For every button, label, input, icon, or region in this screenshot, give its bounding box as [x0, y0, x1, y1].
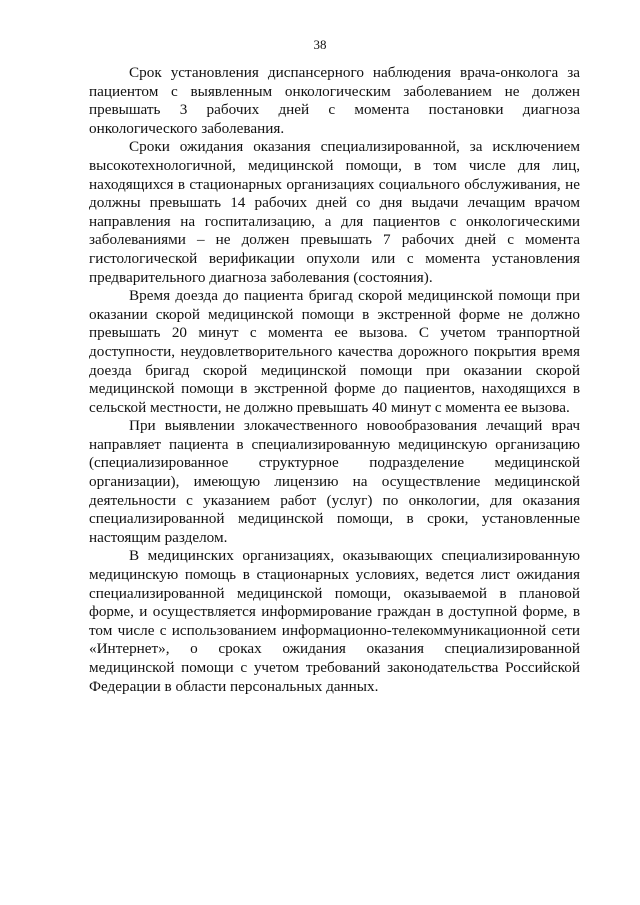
paragraph-oncology-observation-deadline: Срок установления диспансерного наблюдения врача-онколога за пациентом с выявленным онкологическим заболеванием не должен превышать 3 рабочих дней с момента постановки диагноза онкологического заболевания.	[89, 64, 580, 137]
paragraph-specialized-care-waiting-time: Сроки ожидания оказания специализированной, за исключением высокотехнологичной, медицинской помощи, в том числе для лиц, находящихся в стационарных организациях социального обслуживания, не должны превышать 14 рабочих дней со дня выдачи лечащим врачом направления на госпитализацию, а для пациентов с онкологическими заболеваниями – не должен превышать 7 рабочих дней с момента гистологической верификации опухоли или с момента установления предварительного диагноза заболевания (состояния).	[89, 138, 580, 286]
document-body	[89, 64, 580, 696]
page-number: 38	[313, 37, 327, 52]
paragraph-malignant-neoplasm-referral: При выявлении злокачественного новообразования лечащий врач направляет пациента в специализированную медицинскую организацию (специализированное структурное подразделение медицинской организации), имеющую лицензию на осуществление медицинской деятельности с указанием работ (услуг) по онкологии, для оказания специализированной медицинской помощи, в сроки, установленные настоящим разделом.	[89, 417, 580, 546]
paragraph-ambulance-arrival-time: Время доезда до пациента бригад скорой медицинской помощи при оказании скорой медицинской помощи в экстренной форме не должно превышать 20 минут с момента ее вызова. С учетом транпортной доступности, неудовлетворительного качества дорожного покрытия время доезда бригад скорой медицинской помощи при оказании скорой медицинской помощи в экстренной форме до пациентов, находящихся в сельской местности, не должно превышать 40 минут с момента ее вызова.	[89, 287, 580, 416]
paragraph-waiting-list-information: В медицинских организациях, оказывающих специализированную медицинскую помощь в стационарных условиях, ведется лист ожидания специализированной медицинской помощи, оказываемой в плановой форме, и осуществляется информирование граждан в доступной форме, в том числе с использованием информационно-телекоммуникационной сети «Интернет», о сроках ожидания оказания специализированной медицинской помощи с учетом требований законодательства Российской Федерации в области персональных данных.	[89, 547, 580, 695]
